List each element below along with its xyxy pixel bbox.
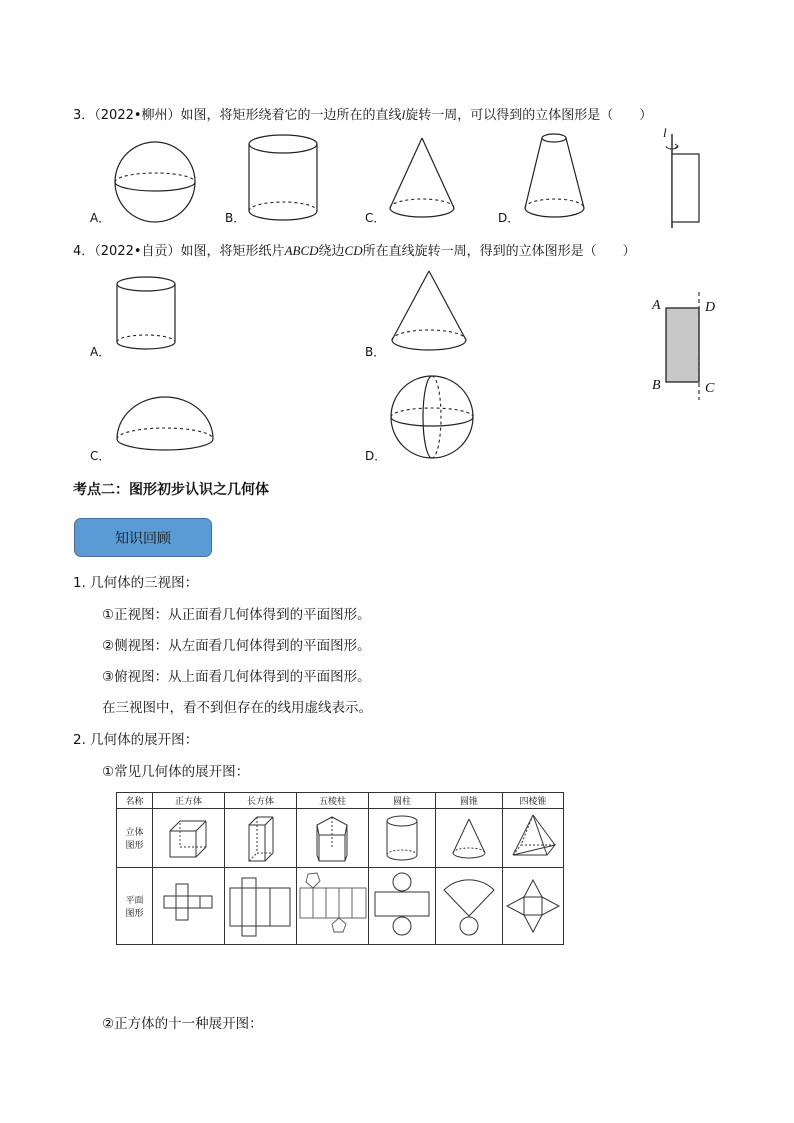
table-header-cell: 四棱锥 bbox=[503, 793, 564, 809]
q3-option-a-label[interactable]: A． bbox=[90, 211, 111, 225]
table-header-row bbox=[117, 793, 564, 809]
q3-cylinder-figure bbox=[246, 132, 322, 224]
cylinder-net-figure bbox=[369, 868, 435, 944]
q3-option-b-label[interactable]: B． bbox=[225, 211, 246, 225]
table-row-solid bbox=[117, 809, 564, 868]
cube-net-cell bbox=[153, 868, 225, 945]
item-2-sub-1: ①常见几何体的展开图： bbox=[102, 764, 250, 780]
table-header-cell: 五棱柱 bbox=[297, 793, 369, 809]
table-row-net bbox=[117, 868, 564, 945]
pentagonal-prism-solid-figure bbox=[297, 809, 368, 867]
cylinder-solid-figure bbox=[369, 809, 435, 867]
square-pyramid-solid-figure bbox=[503, 809, 563, 867]
question-3-stem: 3．（2022•柳州）如图，将矩形绕着它的一边所在的直线l旋转一周，可以得到的立体图形是（ ） bbox=[73, 107, 653, 123]
q4-sphere-figure bbox=[388, 374, 478, 462]
item-1-line-4: 在三视图中，看不到但存在的线用虚线表示。 bbox=[102, 700, 372, 716]
square-pyramid-net-figure bbox=[503, 868, 563, 944]
item-1-line-1: ①正视图：从正面看几何体得到的平面图形。 bbox=[102, 607, 371, 623]
review-box-label: 知识回顾 bbox=[115, 530, 171, 547]
cuboid-net-figure bbox=[225, 868, 296, 944]
q4-hemisphere-figure bbox=[114, 394, 216, 464]
nets-table bbox=[116, 792, 564, 945]
cuboid-solid-figure bbox=[225, 809, 296, 867]
cylinder-solid-cell bbox=[369, 809, 436, 868]
square-pyramid-solid-cell bbox=[503, 809, 564, 868]
q3-option-c-label[interactable]: C． bbox=[365, 211, 386, 225]
cuboid-solid-cell bbox=[225, 809, 297, 868]
q3-option-d-label[interactable]: D． bbox=[498, 211, 520, 225]
cube-solid-cell bbox=[153, 809, 225, 868]
cylinder-net-cell bbox=[369, 868, 436, 945]
pentagonal-prism-solid-cell bbox=[297, 809, 369, 868]
cube-solid-figure bbox=[153, 809, 224, 867]
cone-solid-figure bbox=[436, 809, 502, 867]
q3-frustum-figure bbox=[520, 130, 592, 225]
review-box bbox=[74, 518, 212, 557]
row-label-solid bbox=[117, 809, 153, 868]
q4-option-d-label[interactable]: D． bbox=[365, 449, 387, 463]
cuboid-net-cell bbox=[225, 868, 297, 945]
row-label-net bbox=[117, 868, 153, 945]
q4-option-c-label[interactable]: C． bbox=[90, 449, 111, 463]
q4-rectangle-abcd-figure bbox=[660, 290, 708, 402]
pentagonal-prism-net-figure bbox=[297, 868, 368, 944]
item-2-sub-2: ②正方体的十一种展开图： bbox=[102, 1016, 263, 1032]
q4-cylinder-figure bbox=[114, 274, 180, 358]
item-1-line-2: ②侧视图：从左面看几何体得到的平面图形。 bbox=[102, 638, 371, 654]
q3-axis-label: l bbox=[663, 125, 667, 140]
item-2-title: 2. 几何体的展开图： bbox=[73, 732, 199, 748]
row-label-text: 立体 bbox=[125, 828, 144, 838]
row-label-text: 图形 bbox=[125, 841, 144, 851]
q4-label-d: D bbox=[705, 300, 716, 315]
q3-cone-figure bbox=[386, 135, 458, 225]
item-1-title: 1. 几何体的三视图： bbox=[73, 575, 199, 591]
q4-label-b: B bbox=[652, 378, 661, 393]
q4-label-a: A bbox=[652, 298, 661, 313]
table-header-cell: 名称 bbox=[117, 793, 153, 809]
table-header-cell: 圆锥 bbox=[436, 793, 503, 809]
table-header-cell: 长方体 bbox=[225, 793, 297, 809]
section-title: 考点二：图形初步认识之几何体 bbox=[73, 482, 269, 498]
cone-net-cell bbox=[436, 868, 503, 945]
q3-rectangle-axis-figure bbox=[660, 130, 706, 230]
square-pyramid-net-cell bbox=[503, 868, 564, 945]
q4-cone-figure bbox=[388, 268, 470, 358]
pentagonal-prism-net-cell bbox=[297, 868, 369, 945]
question-4-stem: 4．（2022•自贡）如图，将矩形纸片ABCD绕边CD所在直线旋转一周，得到的立体图形是（ ） bbox=[73, 243, 636, 259]
cone-solid-cell bbox=[436, 809, 503, 868]
row-label-text: 图形 bbox=[125, 909, 144, 919]
cube-net-figure bbox=[153, 868, 224, 944]
q4-option-b-label[interactable]: B． bbox=[365, 345, 386, 359]
table-header-cell: 圆柱 bbox=[369, 793, 436, 809]
item-1-line-3: ③俯视图：从上面看几何体得到的平面图形。 bbox=[102, 669, 371, 685]
q3-sphere-figure bbox=[110, 138, 202, 228]
table-header-cell: 正方体 bbox=[153, 793, 225, 809]
q4-option-a-label[interactable]: A． bbox=[90, 345, 111, 359]
row-label-text: 平面 bbox=[125, 896, 144, 906]
q4-label-c: C bbox=[705, 381, 715, 396]
cone-net-figure bbox=[436, 868, 502, 944]
